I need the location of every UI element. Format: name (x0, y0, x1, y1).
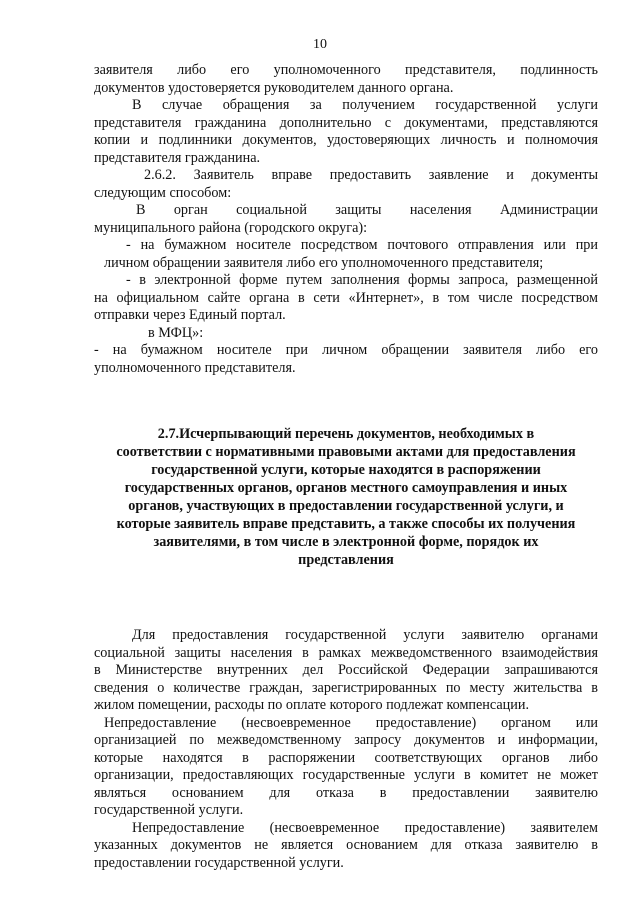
text-line: Непредоставление (несвоевременное предоставление) заявителем (132, 819, 598, 836)
paragraph-social-protection-body (94, 202, 598, 237)
text-line: уполномоченного представителя. (94, 359, 296, 376)
text-line: которые находятся в распоряжении соответствующих органов либо (94, 749, 598, 766)
text-line: заявителя либо его уполномоченного представителя, подлинность (94, 62, 598, 78)
text-line: государственной услуги. (94, 802, 244, 818)
heading-line: заявителями, в том числе в электронной форме, порядок их (153, 534, 539, 550)
heading-line: соответствии с нормативными правовыми актами для предоставления (116, 444, 576, 460)
section-heading-2-7 (94, 425, 598, 569)
list-item-personal-visit (94, 342, 598, 377)
text-line: следующим способом: (94, 184, 232, 201)
heading-line: органов, участвующих в предоставлении государственной услуги, и (128, 498, 564, 514)
paragraph-interagency-request (94, 627, 598, 715)
spacer (94, 569, 598, 627)
text-line: - на бумажном носителе посредством почтового отправления или при (126, 237, 598, 253)
page-number: 10 (313, 37, 327, 52)
list-item-paper-medium (94, 237, 598, 272)
heading-line: которые заявитель вправе представить, а также способы их получения (116, 516, 576, 532)
text-line: представителя гражданина. (94, 149, 261, 166)
text-line: отправки через Единый портал. (94, 307, 286, 323)
text-line: сведения о количестве граждан, зарегистрированных по месту жительства в (94, 679, 598, 696)
text-line: в Министерстве внутренних дел Российской Федерации запрашиваются (94, 662, 598, 678)
heading-line: представления (298, 552, 394, 568)
heading-line: 2.7.Исчерпывающий перечень документов, необходимых в (157, 426, 535, 442)
text-line: Для предоставления государственной услуги заявителю органами (132, 627, 598, 643)
text-line: - в электронной форме путем заполнения формы запроса, размещенной (126, 272, 598, 288)
heading-line: государственных органов, органов местного самоуправления и иных (124, 480, 568, 496)
text-line: указанных документов не является основанием для отказа заявителю в (94, 837, 598, 853)
text-line: личном обращении заявителя либо его уполномоченного представителя; (104, 254, 544, 271)
list-item-electronic-form (94, 272, 598, 325)
text-line: 2.6.2. Заявитель вправе предоставить заявление и документы (144, 167, 598, 183)
spacer (94, 377, 598, 425)
text-line: документов удостоверяется руководителем данного органа. (94, 79, 454, 96)
text-line: организации, предоставляющих государственные услуги в комитет не может (94, 767, 598, 783)
text-line: - на бумажном носителе при личном обращении заявителя либо его (94, 342, 598, 358)
text-line: копии и подлинники документов, удостоверяющих личность и полномочия (94, 132, 598, 148)
text-line: на официальном сайте органа в сети «Интернет», в том числе посредством (94, 289, 598, 306)
text-line: В случае обращения за получением государственной услуги (132, 97, 598, 113)
text-line: предоставлении государственной услуги. (94, 854, 344, 871)
paragraph-2-6-2 (94, 167, 598, 202)
paragraph-non-provision-by-applicant (94, 820, 598, 873)
text-line: представителя гражданина дополнительно с документами, представляются (94, 114, 598, 131)
paragraph-mfc (94, 325, 598, 343)
paragraph-applicant-authenticity (94, 62, 598, 97)
text-line: в МФЦ»: (148, 324, 204, 341)
text-line: В орган социальной защиты населения Администрации (136, 202, 598, 218)
text-line: социальной защиты населения в рамках межведомственного взаимодействия (94, 644, 598, 661)
paragraph-representative-documents (94, 97, 598, 167)
text-line: Непредоставление (несвоевременное предоставление) органом или (104, 714, 598, 731)
heading-line: государственной услуги, которые находятся в распоряжении (151, 462, 541, 478)
text-line: муниципального района (городского округа): (94, 219, 368, 236)
paragraph-non-provision-by-body (94, 715, 598, 820)
text-line: жилом помещении, расходы по оплате которого подлежат компенсации. (94, 697, 529, 713)
text-line: являться основанием для отказа в предоставлении заявителю (94, 784, 598, 801)
document-body (94, 62, 598, 872)
text-line: организацией по межведомственному запросу документов и информации, (94, 732, 598, 748)
